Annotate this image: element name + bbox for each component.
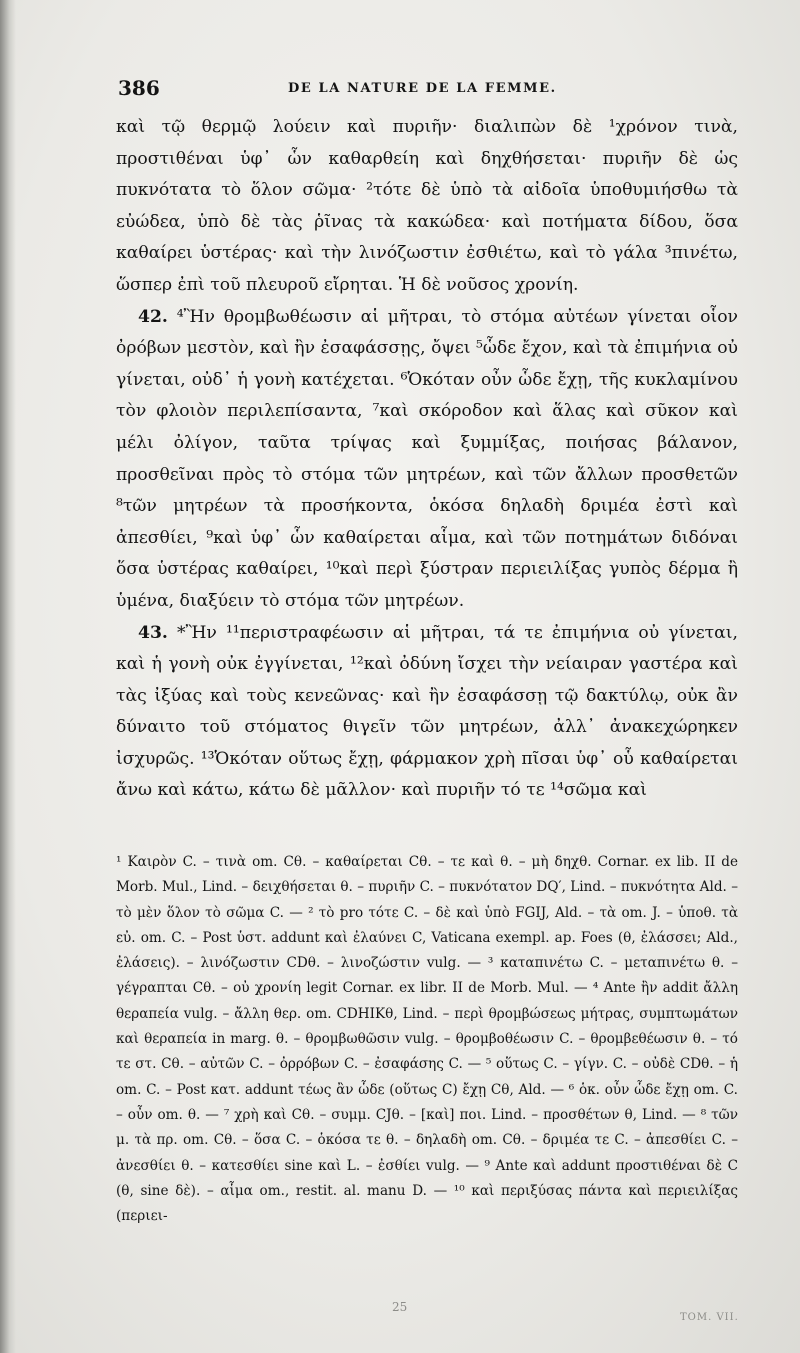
volume-mark: TOM. VII. xyxy=(680,1312,739,1323)
page-footer xyxy=(0,1300,800,1340)
footnote-separator xyxy=(116,826,738,827)
running-title: DE LA NATURE DE LA FEMME. xyxy=(288,81,557,96)
section-number-42: 42. xyxy=(138,306,168,327)
section-42-text: ⁴Ἢν θρομβωθέωσιν αἱ μῆτραι, τὸ στόμα αὐτέων γίνεται οἷον ὀρόβων μεστὸν, καὶ ἢν ἐσαφάσσῃς, ὄψει ⁵ὧδε ἔχον, καὶ τὰ ἐπιμήνια οὐ γίνεται, οὐδ᾽ ἡ γονὴ κατέχεται. ⁶Ὁκόταν οὖν ὧδε ἔχῃ, τῆς κυκλαμίνου τὸν φλοιὸν περιλεπίσαντα, ⁷καὶ σκόροδον καὶ ἅλας καὶ σῦκον καὶ μέλι ὀλίγον, ταῦτα τρίψας καὶ ξυμμίξας, ποιήσας βάλανον, προσθεῖναι πρὸς τὸ στόμα τῶν μητρέων, καὶ τῶν ἄλλων προσθετῶν ⁸τῶν μητρέων τὰ προσήκοντα, ὁκόσα δηλαδὴ δριμέα ἐστὶ καὶ ἀπεσθίει, ⁹καὶ ὑφ᾽ ὧν καθαίρεται αἷμα, καὶ τῶν ποτημάτων διδόναι ὅσα ὑστέρας καθαίρει, ¹⁰καὶ περὶ ξύστραν περιειλίξας γυπὸς δέρμα ἢ ὑμένα, διαξύειν τὸ στόμα τῶν μητρέων. xyxy=(116,306,738,611)
page-number: 386 xyxy=(118,76,160,100)
section-42 xyxy=(116,302,738,618)
section-43 xyxy=(116,618,738,808)
main-text xyxy=(116,112,738,807)
footnote-text: ¹ Καιρὸν C. – τινὰ om. Cθ. – καθαίρεται Cθ. – τε καὶ θ. – μὴ δηχθ. Cornar. ex lib. II de Morb. Mul., Lind. – δειχθήσεται θ. – πυριῆν C. – πυκνότατον DQ′, Lind. – πυκνότητα Ald. – τὸ μὲν ὅλον τὸ σῶμα C. — ² τὸ pro τότε C. – δὲ καὶ ὑπὸ FGIJ, Ald. – τὰ om. J. – ὑποθ. τὰ εὐ. om. C. – Post ὑστ. addunt καὶ ἐλαύνει C, Vaticana exempl. ap. Foes (θ, ἐλάσσει; Ald., ἐλάσεις). – λινόζωστιν CDθ. – λινοζώστιν vulg. — ³ καταπινέτω C. – μεταπινέτω θ. – γέγραπται Cθ. – οὐ χρονίη legit Cornar. ex libr. II de Morb. Mul. — ⁴ Ante ἢν addit ἄλλη θεραπεία vulg. – ἄλλη θερ. om. CDHIKθ, Lind. – περὶ θρομβώσεως μήτρας, συμπτωμάτων καὶ θεραπεία in marg. θ. – θρομβωθῶσιν vulg. – θρομβοθέωσιν C. – θρομβεθέωσιν θ. – τό τε στ. Cθ. – αὐτῶν C. – ὀρρόβων C. – ἐσαφάσης C. — ⁵ οὕτως C. – γίγν. C. – οὐδὲ CDθ. – ἡ om. C. – Post κατ. addunt τέως ἂν ὧδε (οὕτως C) ἔχῃ Cθ, Ald. — ⁶ ὁκ. οὖν ὧδε ἔχῃ om. C. – οὖν om. θ. — ⁷ χρὴ καὶ Cθ. – συμμ. CJθ. – [καὶ] ποι. Lind. – προσθέτων θ, Lind. — ⁸ τῶν μ. τὰ πρ. om. Cθ. – ὅσα C. – ὁκόσα τε θ. – δηλαδὴ om. Cθ. – δριμέα τε C. – ἀπεσθίει C. – ἀνεσθίει θ. – κατεσθίει sine καὶ L. – ἐσθίει vulg. — ⁹ Ante καὶ addunt προστιθέναι δὲ C (θ, sine δὲ). – αἷμα om., restit. al. manu D. — ¹⁰ καὶ περιξύσας πάντα καὶ περιειλίξας (περιει- xyxy=(116,854,739,1225)
binding-gutter xyxy=(0,0,16,1353)
signature-mark: 25 xyxy=(392,1300,408,1314)
page-header xyxy=(118,76,738,106)
paragraph-continuation: καὶ τῷ θερμῷ λούειν καὶ πυριῆν· διαλιπὼν δὲ ¹χρόνον τινὰ, προστιθέναι ὑφ᾽ ὧν καθαρθείη καὶ δηχθήσεται· πυριῆν δὲ ὡς πυκνότατα τὸ ὅλον σῶμα· ²τότε δὲ ὑπὸ τὰ αἰδοῖα ὑποθυμιήσθω τὰ εὐώδεα, ὑπὸ δὲ τὰς ῥῖνας τὰ κακώδεα· καὶ ποτήματα δίδου, ὅσα καθαίρει ὑστέρας· καὶ τὴν λινόζωστιν ἐσθιέτω, καὶ τὸ γάλα ³πινέτω, ὥσπερ ἐπὶ τοῦ πλευροῦ εἴρηται. Ἡ δὲ νοῦσος χρονίη. xyxy=(116,117,738,295)
section-43-text: *Ἢν ¹¹περιστραφέωσιν αἱ μῆτραι, τά τε ἐπιμήνια οὐ γίνεται, καὶ ἡ γονὴ οὐκ ἐγγίνεται, ¹²καὶ ὀδύνη ἴσχει τὴν νείαιραν γαστέρα καὶ τὰς ἰξύας καὶ τοὺς κενεῶνας· καὶ ἢν ἐσαφάσσῃ τῷ δακτύλῳ, οὐκ ἂν δύναιτο τοῦ στόματος θιγεῖν τῶν μητρέων, ἀλλ᾽ ἀνακεχώρηκεν ἰσχυρῶς. ¹³Ὁκόταν οὕτως ἔχῃ, φάρμακον χρὴ πῖσαι ὑφ᾽ οὗ καθαίρεται ἄνω καὶ κάτω, κάτω δὲ μᾶλλον· καὶ πυριῆν τό τε ¹⁴σῶμα καὶ xyxy=(116,622,738,801)
footnotes xyxy=(116,850,738,1229)
section-number-43: 43. xyxy=(138,622,168,643)
